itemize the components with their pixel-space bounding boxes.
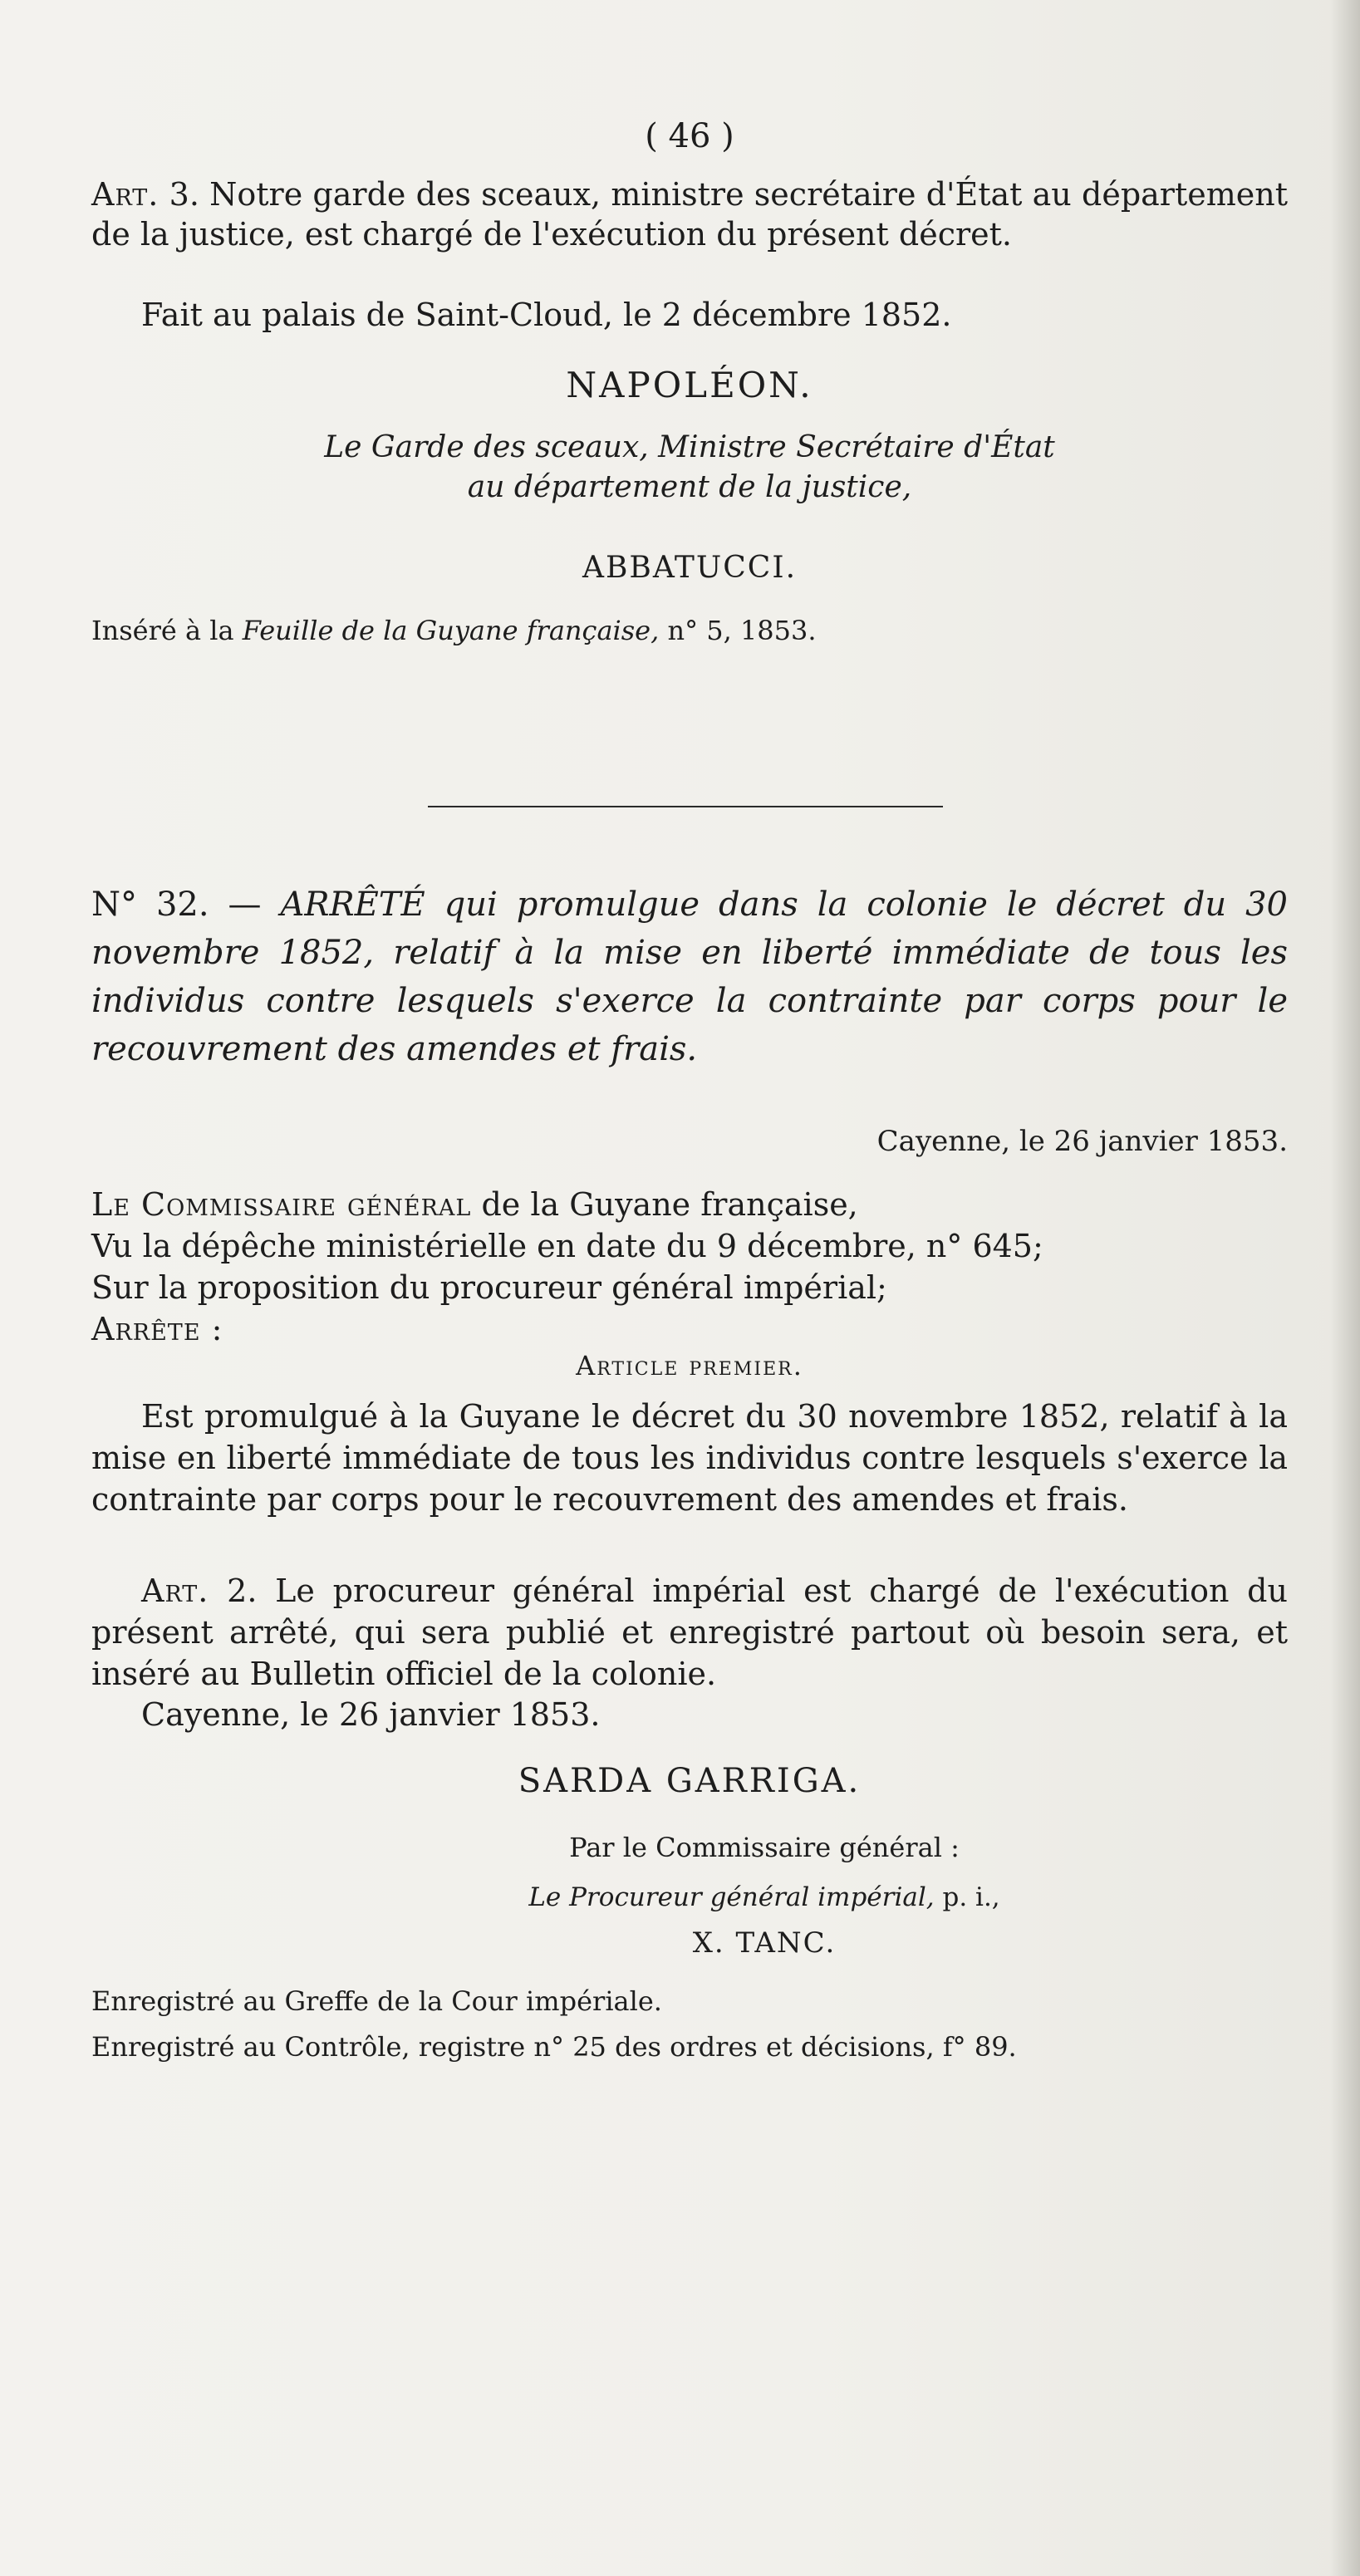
article-3-text: 3. Notre garde des sceaux, ministre secrétaire d'État au département de la justice, est chargé de l'exécution du présent décret.: [91, 176, 1288, 253]
insertion-prefix: Inséré à la: [91, 615, 234, 646]
article-heading: Article premier.: [576, 1350, 803, 1381]
article-2-label: Art.: [141, 1573, 209, 1609]
signatory-napoleon: NAPOLÉON.: [566, 365, 813, 405]
countersignature-title-line-2: au département de la justice,: [467, 470, 912, 504]
insertion-journal: Feuille de la Guyane française,: [242, 615, 660, 646]
article-first-text: Est promulgué à la Guyane le décret du 30 novembre 1852, relatif à la mise en liberté immédiate de tous les individus contre lesquels s'exerce la contrainte par corps pour le recouvrement des amendes et frais.: [91, 1398, 1288, 1518]
signing-place-date: Fait au palais de Saint-Cloud, le 2 décembre 1852.: [141, 297, 952, 333]
signatory-tanc: X. TANC.: [692, 1926, 837, 1960]
by-commissioner-line: Par le Commissaire général :: [569, 1832, 960, 1863]
page-number: ( 46 ): [645, 117, 734, 155]
decree-number: N° 32. —: [91, 886, 262, 924]
article-3-paragraph: [91, 174, 1288, 254]
insertion-note: [91, 611, 1288, 650]
preamble: [91, 1184, 1288, 1350]
preamble-commissaire: [91, 1184, 1288, 1225]
preamble-vu: Vu la dépêche ministérielle en date du 9 décembre, n° 645;: [91, 1228, 1043, 1264]
page-edge-shadow: [1330, 0, 1360, 2576]
countersignature-title: [91, 428, 1288, 508]
article-label: Art.: [91, 176, 160, 213]
commissaire-label: Le Commissaire général: [91, 1186, 472, 1223]
section-divider: [428, 806, 943, 807]
signatory-sarda-garriga: SARDA GARRIGA.: [518, 1762, 862, 1800]
decree-title: [91, 881, 1288, 1073]
closing-place-date: Cayenne, le 26 janvier 1853.: [141, 1696, 601, 1733]
procureur-suffix: p. i.,: [942, 1882, 1000, 1912]
decree-place-date: Cayenne, le 26 janvier 1853.: [876, 1125, 1288, 1158]
registration-note-2: Enregistré au Contrôle, registre n° 25 des ordres et décisions, f° 89.: [91, 2031, 1017, 2063]
article-2-text: 2. Le procureur général impérial est chargé de l'exécution du présent arrêté, qui sera publié et enregistré partout où besoin sera, et inséré au Bulletin officiel de la colonie.: [91, 1573, 1288, 1692]
preamble-sur: Sur la proposition du procureur général impérial;: [91, 1269, 887, 1306]
commissaire-rest: de la Guyane française,: [481, 1186, 858, 1223]
article-2-paragraph: [91, 1570, 1288, 1695]
preamble-arrete: Arrête :: [91, 1311, 223, 1347]
registration-note-1: Enregistré au Greffe de la Cour impériale.: [91, 1985, 662, 2017]
countersignature-title-line-1: Le Garde des sceaux, Ministre Secrétaire d'État: [324, 430, 1055, 464]
insertion-suffix: n° 5, 1853.: [667, 615, 817, 646]
decree-title-text: ARRÊTÉ qui promulgue dans la colonie le décret du 30 novembre 1852, relatif à la mise en liberté immédiate de tous les individus contre lesquels s'exerce la contrainte par corps pour le recouvrement des amendes et frais.: [91, 886, 1288, 1068]
procureur-line: [91, 1877, 1288, 1917]
procureur-title: Le Procureur général impérial,: [528, 1882, 935, 1912]
signatory-abbatucci: ABBATUCCI.: [582, 551, 798, 585]
